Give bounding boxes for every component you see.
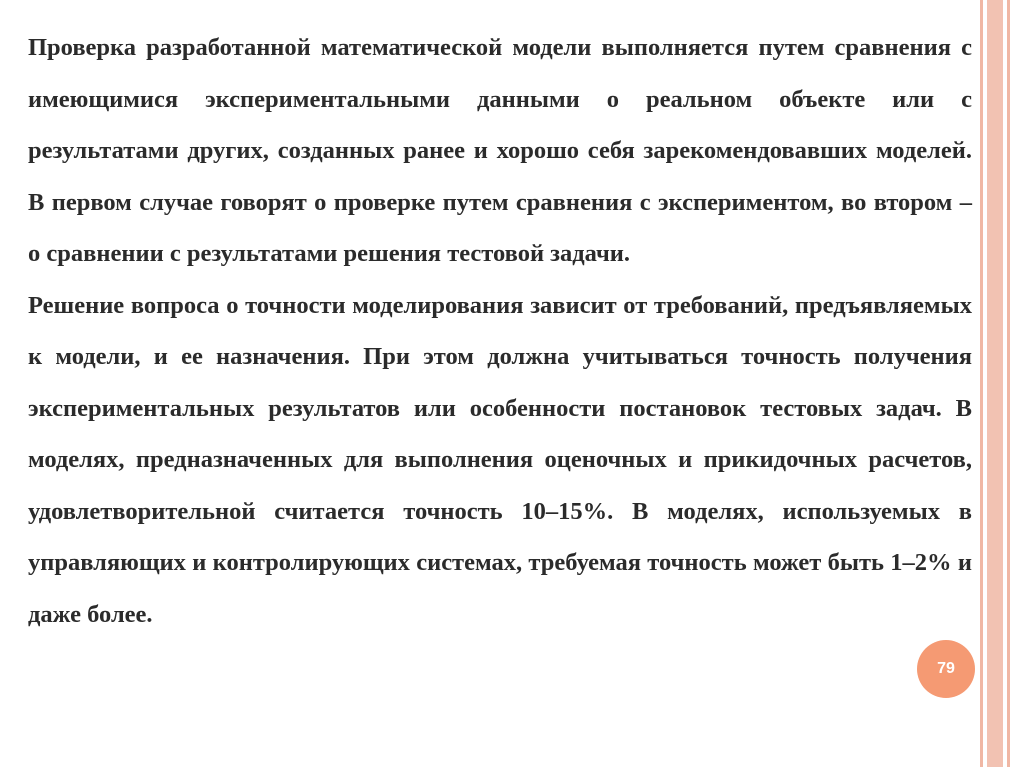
stripe-thick: [987, 0, 1003, 767]
slide-body: [28, 22, 972, 640]
page-number-badge: [917, 640, 975, 698]
decorative-side-stripes: [980, 0, 1024, 767]
stripe-margin: [1010, 0, 1024, 767]
paragraph-model-verification: Проверка разработанной математической модели выполняется путем сравнения с имеющимися экспериментальными данными о реальном объекте или с результатами других, созданных ранее и хорошо себя зарекомендовавших моделей. В первом случае говорят о проверке путем сравнения с экспериментом, во втором – о сравнении с результатами решения тестовой задачи.: [28, 34, 972, 267]
page-number: 79: [937, 660, 955, 677]
paragraph-modeling-accuracy: Решение вопроса о точности моделирования зависит от требований, предъявляемых к модели, и ее назначения. При этом должна учитываться точность получения экспериментальных результатов или особенности постановок тестовых задач. В моделях, предназначенных для выполнения оценочных и прикидочных расчетов, удовлетворительной считается точность 10–15%. В моделях, используемых в управляющих и контролирующих системах, требуемая точность может быть 1–2% и даже более.: [28, 291, 972, 628]
